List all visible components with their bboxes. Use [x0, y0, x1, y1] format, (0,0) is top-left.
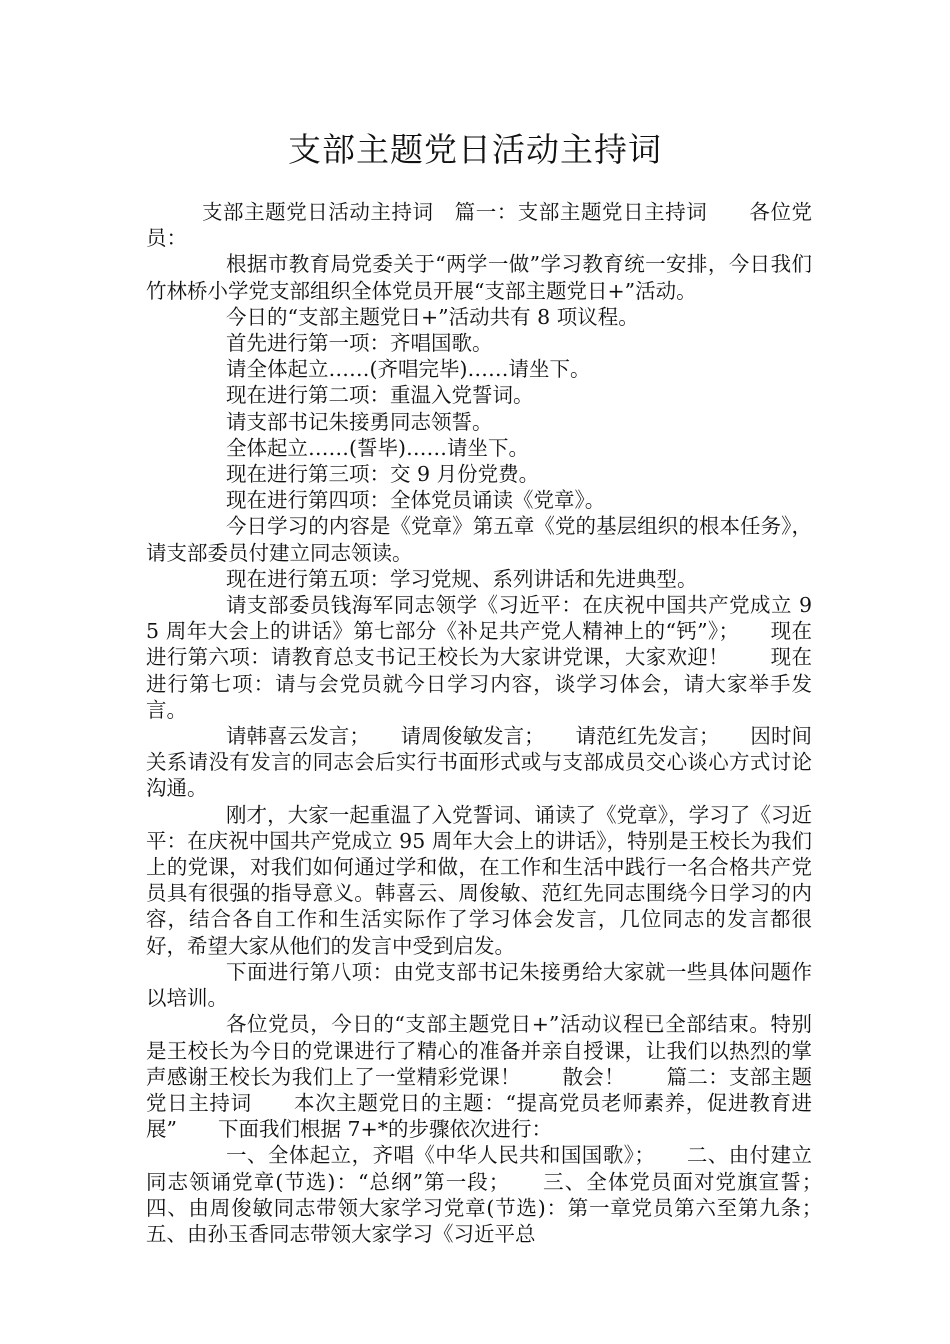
- paragraph: 全体起立……(誓毕)……请坐下。: [226, 435, 529, 460]
- paragraph: 现在进行第五项：学习党规、系列讲话和先进典型。: [226, 566, 698, 591]
- paragraph: 首先进行第一项：齐唱国歌。: [226, 331, 493, 356]
- paragraph: 现在进行第三项：交 9 月份党费。: [226, 462, 540, 487]
- paragraph: 今日的“支部主题党日+”活动共有 8 项议程。: [226, 304, 639, 329]
- paragraph: 下面进行第八项：由党支部书记朱接勇给大家就一些具体问题作以培训。: [146, 959, 812, 1011]
- paragraph: 请韩喜云发言； 请周俊敏发言； 请范红先发言； 因时间关系请没有发言的同志会后实行书面形式或与支部成员交心谈心方式讨论沟通。: [146, 724, 812, 801]
- paragraph: 刚才，大家一起重温了入党誓词、诵读了《党章》，学习了《习近平：在庆祝中国共产党成立 95 周年大会上的讲话》，特别是王校长为我们上的党课，对我们如何通过学和做，在工作和生活中践行一名合格共产党员具有很强的指导意义。韩喜云、周俊敏、范红先同志围绕今日学习的内容，结合各自工作和生活实际作了学习体会发言，几位同志的发言都很好，希望大家从他们的发言中受到启发。: [146, 802, 812, 958]
- paragraph: 请支部委员钱海军同志领学《习近平：在庆祝中国共产党成立 95 周年大会上的讲话》第七部分《补足共产党人精神上的“钙”》； 现在进行第六项：请教育总支书记王校长为大家讲党课，大家欢迎！ 现在进行第七项：请与会党员就今日学习内容，谈学习体会，请大家举手发言。: [146, 593, 812, 722]
- paragraph: 今日学习的内容是《党章》第五章《党的基层组织的根本任务》，请支部委员付建立同志领读。: [146, 514, 812, 565]
- paragraph: 现在进行第四项：全体党员诵读《党章》。: [226, 488, 606, 513]
- document-title: 支部主题党日活动主持词: [288, 130, 662, 169]
- document-body: [146, 199, 853, 1247]
- paragraph-intro: 支部主题党日活动主持词 篇一：支部主题党日主持词 各位党员：: [146, 200, 812, 251]
- paragraph: 请支部书记朱接勇同志领誓。: [226, 409, 493, 434]
- paragraph: 现在进行第二项：重温入党誓词。: [226, 383, 534, 408]
- paragraph: 根据市教育局党委关于“两学一做”学习教育统一安排，今日我们竹林桥小学党支部组织全体党员开展“支部主题党日+”活动。: [146, 252, 812, 303]
- paragraph: 请全体起立……(齐唱完毕)……请坐下。: [226, 357, 591, 382]
- paragraph: 一、全体起立，齐唱《中华人民共和国国歌》； 二、由付建立同志领诵党章(节选)：“总纲”第一段； 三、全体党员面对党旗宣誓； 四、由周俊敏同志带领大家学习党章(节选)：第一章党员第六至第九条； 五、由孙玉香同志带领大家学习《习近平总: [146, 1143, 853, 1246]
- paragraph: 各位党员，今日的“支部主题党日+”活动议程已全部结束。特别是王校长为今日的党课进行了精心的准备并亲自授课，让我们以热烈的掌声感谢王校长为我们上了一堂精彩党课！ 散会！ 篇二：支部主题党日主持词 本次主题党日的主题：“提高党员老师素养，促进教育进展” 下面我们根据 7+*的步骤依次进行：: [146, 1012, 812, 1142]
